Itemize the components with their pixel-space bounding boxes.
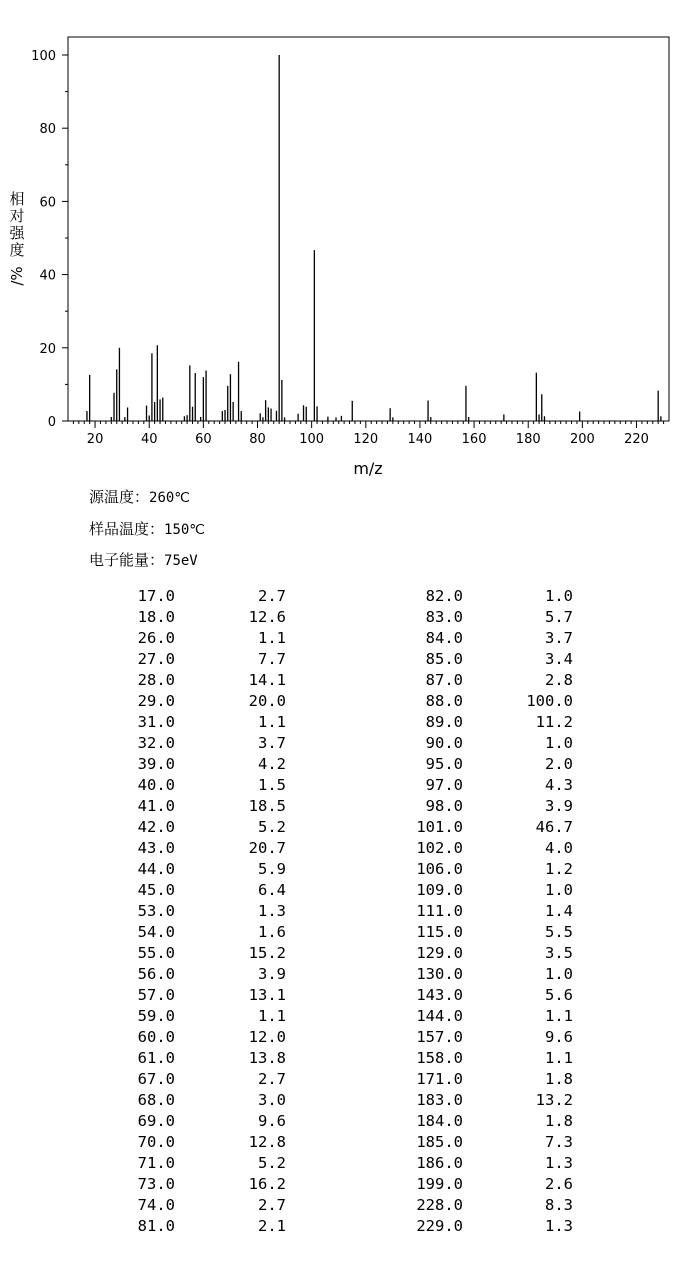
mz-cell: 82.0 <box>425 587 463 605</box>
mz-cell: 90.0 <box>425 734 463 752</box>
condition-value: 150℃ <box>164 522 206 538</box>
mz-cell: 186.0 <box>416 1154 463 1172</box>
y-tick-label: 100 <box>31 49 56 64</box>
mz-cell: 54.0 <box>137 923 175 941</box>
intensity-cell: 2.6 <box>545 1175 573 1193</box>
table-row <box>0 921 696 942</box>
y-axis-label-char: 度 <box>9 241 25 259</box>
peak-table <box>0 585 696 1236</box>
mz-cell: 68.0 <box>137 1091 175 1109</box>
table-row <box>0 984 696 1005</box>
intensity-cell: 46.7 <box>535 818 573 836</box>
intensity-cell: 13.2 <box>535 1091 573 1109</box>
intensity-cell: 3.7 <box>545 629 573 647</box>
intensity-cell: 15.2 <box>248 944 286 962</box>
mz-cell: 87.0 <box>425 671 463 689</box>
intensity-cell: 12.0 <box>248 1028 286 1046</box>
mz-cell: 40.0 <box>137 776 175 794</box>
y-axis-label-char: 强 <box>9 224 25 242</box>
intensity-cell: 2.0 <box>545 755 573 773</box>
y-tick-label: 40 <box>39 268 56 284</box>
x-tick-label: 140 <box>407 432 433 447</box>
x-tick-label: 180 <box>515 432 541 447</box>
table-row <box>0 648 696 669</box>
intensity-cell: 1.3 <box>545 1217 573 1235</box>
mz-cell: 157.0 <box>416 1028 463 1046</box>
intensity-cell: 14.1 <box>248 671 286 689</box>
table-row <box>0 1152 696 1173</box>
mz-cell: 28.0 <box>137 671 175 689</box>
intensity-cell: 5.5 <box>545 923 573 941</box>
mz-cell: 115.0 <box>416 923 463 941</box>
mz-cell: 26.0 <box>137 629 175 647</box>
intensity-cell: 1.1 <box>545 1049 573 1067</box>
mz-cell: 89.0 <box>425 713 463 731</box>
table-row <box>0 1068 696 1089</box>
table-row <box>0 1089 696 1110</box>
mz-cell: 69.0 <box>137 1112 175 1130</box>
mz-cell: 97.0 <box>425 776 463 794</box>
table-row <box>0 585 696 606</box>
mz-cell: 27.0 <box>137 650 175 668</box>
table-row <box>0 1110 696 1131</box>
table-row <box>0 816 696 837</box>
intensity-cell: 9.6 <box>545 1028 573 1046</box>
y-tick-label: 80 <box>39 122 56 138</box>
mz-cell: 45.0 <box>137 881 175 899</box>
y-axis-ticks <box>31 49 68 430</box>
x-axis-label: m/z <box>353 459 383 478</box>
intensity-cell: 2.7 <box>258 1070 286 1088</box>
mz-cell: 144.0 <box>416 1007 463 1025</box>
intensity-cell: 1.5 <box>258 776 286 794</box>
condition-value: 260℃ <box>149 490 191 506</box>
table-row <box>0 711 696 732</box>
intensity-cell: 100.0 <box>526 692 573 710</box>
intensity-cell: 3.9 <box>258 965 286 983</box>
x-tick-label: 80 <box>249 432 266 447</box>
y-tick-label: 20 <box>39 341 56 357</box>
intensity-cell: 20.7 <box>248 839 286 857</box>
table-row <box>0 1194 696 1215</box>
table-row <box>0 1047 696 1068</box>
table-row <box>0 774 696 795</box>
plot-frame <box>68 37 669 421</box>
mz-cell: 88.0 <box>425 692 463 710</box>
y-tick-label: 0 <box>47 415 56 430</box>
mz-cell: 129.0 <box>416 944 463 962</box>
mz-cell: 199.0 <box>416 1175 463 1193</box>
mz-cell: 70.0 <box>137 1133 175 1151</box>
intensity-cell: 1.1 <box>258 713 286 731</box>
mz-cell: 85.0 <box>425 650 463 668</box>
mz-cell: 18.0 <box>137 608 175 626</box>
intensity-cell: 5.6 <box>545 986 573 1004</box>
condition-line <box>89 486 190 507</box>
intensity-cell: 3.7 <box>258 734 286 752</box>
x-axis-ticks <box>87 421 649 447</box>
intensity-cell: 8.3 <box>545 1196 573 1214</box>
x-tick-label: 200 <box>569 432 595 447</box>
condition-label: 样品温度： <box>89 520 165 538</box>
intensity-cell: 2.8 <box>545 671 573 689</box>
spectrum-bars <box>87 55 661 421</box>
condition-label: 电子能量： <box>89 551 165 569</box>
intensity-cell: 1.1 <box>258 629 286 647</box>
table-row <box>0 1005 696 1026</box>
mz-cell: 83.0 <box>425 608 463 626</box>
mz-cell: 56.0 <box>137 965 175 983</box>
intensity-cell: 1.0 <box>545 881 573 899</box>
intensity-cell: 6.4 <box>258 881 286 899</box>
mz-cell: 185.0 <box>416 1133 463 1151</box>
mz-cell: 109.0 <box>416 881 463 899</box>
mz-cell: 111.0 <box>416 902 463 920</box>
intensity-cell: 4.3 <box>545 776 573 794</box>
mz-cell: 130.0 <box>416 965 463 983</box>
intensity-cell: 1.4 <box>545 902 573 920</box>
intensity-cell: 3.5 <box>545 944 573 962</box>
y-axis-label-char: 相 <box>9 190 25 208</box>
mz-cell: 42.0 <box>137 818 175 836</box>
intensity-cell: 13.1 <box>248 986 286 1004</box>
table-row <box>0 1173 696 1194</box>
intensity-cell: 9.6 <box>258 1112 286 1130</box>
table-row <box>0 1215 696 1236</box>
condition-value: 75eV <box>164 553 198 569</box>
mz-cell: 171.0 <box>416 1070 463 1088</box>
intensity-cell: 2.1 <box>258 1217 286 1235</box>
table-row <box>0 669 696 690</box>
mz-cell: 53.0 <box>137 902 175 920</box>
mz-cell: 143.0 <box>416 986 463 1004</box>
table-row <box>0 732 696 753</box>
table-row <box>0 690 696 711</box>
mz-cell: 84.0 <box>425 629 463 647</box>
intensity-cell: 1.2 <box>545 860 573 878</box>
mz-cell: 101.0 <box>416 818 463 836</box>
mz-cell: 228.0 <box>416 1196 463 1214</box>
mz-cell: 106.0 <box>416 860 463 878</box>
mz-cell: 44.0 <box>137 860 175 878</box>
mz-cell: 73.0 <box>137 1175 175 1193</box>
mz-cell: 61.0 <box>137 1049 175 1067</box>
mz-cell: 32.0 <box>137 734 175 752</box>
x-tick-label: 100 <box>299 432 325 447</box>
intensity-cell: 1.8 <box>545 1070 573 1088</box>
intensity-cell: 12.8 <box>248 1133 286 1151</box>
intensity-cell: 3.4 <box>545 650 573 668</box>
x-tick-label: 160 <box>461 432 487 447</box>
mz-cell: 57.0 <box>137 986 175 1004</box>
mz-cell: 71.0 <box>137 1154 175 1172</box>
table-row <box>0 1026 696 1047</box>
x-tick-label: 60 <box>195 432 212 447</box>
intensity-cell: 7.7 <box>258 650 286 668</box>
mz-cell: 102.0 <box>416 839 463 857</box>
mz-cell: 41.0 <box>137 797 175 815</box>
intensity-cell: 20.0 <box>248 692 286 710</box>
intensity-cell: 1.6 <box>258 923 286 941</box>
table-row <box>0 858 696 879</box>
table-row <box>0 837 696 858</box>
table-row <box>0 942 696 963</box>
mz-cell: 183.0 <box>416 1091 463 1109</box>
intensity-cell: 1.1 <box>545 1007 573 1025</box>
intensity-cell: 1.3 <box>545 1154 573 1172</box>
mass-spectrum-chart <box>0 0 696 480</box>
x-tick-label: 20 <box>86 432 104 447</box>
intensity-cell: 1.8 <box>545 1112 573 1130</box>
table-row <box>0 1131 696 1152</box>
x-tick-label: 40 <box>140 432 158 447</box>
intensity-cell: 2.7 <box>258 1196 286 1214</box>
intensity-cell: 13.8 <box>248 1049 286 1067</box>
intensity-cell: 7.3 <box>545 1133 573 1151</box>
table-row <box>0 963 696 984</box>
intensity-cell: 4.0 <box>545 839 573 857</box>
intensity-cell: 1.3 <box>258 902 286 920</box>
mz-cell: 67.0 <box>137 1070 175 1088</box>
mz-cell: 55.0 <box>137 944 175 962</box>
mz-cell: 17.0 <box>137 587 175 605</box>
intensity-cell: 2.7 <box>258 587 286 605</box>
condition-line <box>89 549 198 570</box>
mz-cell: 184.0 <box>416 1112 463 1130</box>
mz-cell: 229.0 <box>416 1217 463 1235</box>
intensity-cell: 5.9 <box>258 860 286 878</box>
intensity-cell: 1.0 <box>545 734 573 752</box>
intensity-cell: 3.9 <box>545 797 573 815</box>
intensity-cell: 1.1 <box>258 1007 286 1025</box>
intensity-cell: 1.0 <box>545 587 573 605</box>
intensity-cell: 16.2 <box>248 1175 286 1193</box>
intensity-cell: 11.2 <box>535 713 573 731</box>
condition-label: 源温度： <box>89 488 150 506</box>
intensity-cell: 5.7 <box>545 608 573 626</box>
intensity-cell: 5.2 <box>258 818 286 836</box>
mz-cell: 74.0 <box>137 1196 175 1214</box>
intensity-cell: 4.2 <box>258 755 286 773</box>
mz-cell: 43.0 <box>137 839 175 857</box>
table-row <box>0 627 696 648</box>
intensity-cell: 3.0 <box>258 1091 286 1109</box>
mz-cell: 29.0 <box>137 692 175 710</box>
x-tick-label: 220 <box>624 432 649 447</box>
mz-cell: 31.0 <box>137 713 175 731</box>
mz-cell: 98.0 <box>425 797 463 815</box>
mz-cell: 59.0 <box>137 1007 175 1025</box>
mz-cell: 39.0 <box>137 755 175 773</box>
mz-cell: 158.0 <box>416 1049 463 1067</box>
x-tick-label: 120 <box>353 432 379 447</box>
mz-cell: 60.0 <box>137 1028 175 1046</box>
table-row <box>0 900 696 921</box>
y-tick-label: 60 <box>39 195 56 211</box>
y-axis-label <box>8 190 26 286</box>
mz-cell: 95.0 <box>425 755 463 773</box>
intensity-cell: 18.5 <box>248 797 286 815</box>
intensity-cell: 12.6 <box>248 608 286 626</box>
y-axis-label-unit: /% <box>8 266 26 286</box>
table-row <box>0 879 696 900</box>
condition-line <box>89 518 205 539</box>
intensity-cell: 5.2 <box>258 1154 286 1172</box>
mz-cell: 81.0 <box>137 1217 175 1235</box>
table-row <box>0 795 696 816</box>
intensity-cell: 1.0 <box>545 965 573 983</box>
table-row <box>0 606 696 627</box>
table-row <box>0 753 696 774</box>
y-axis-label-char: 对 <box>9 207 25 225</box>
